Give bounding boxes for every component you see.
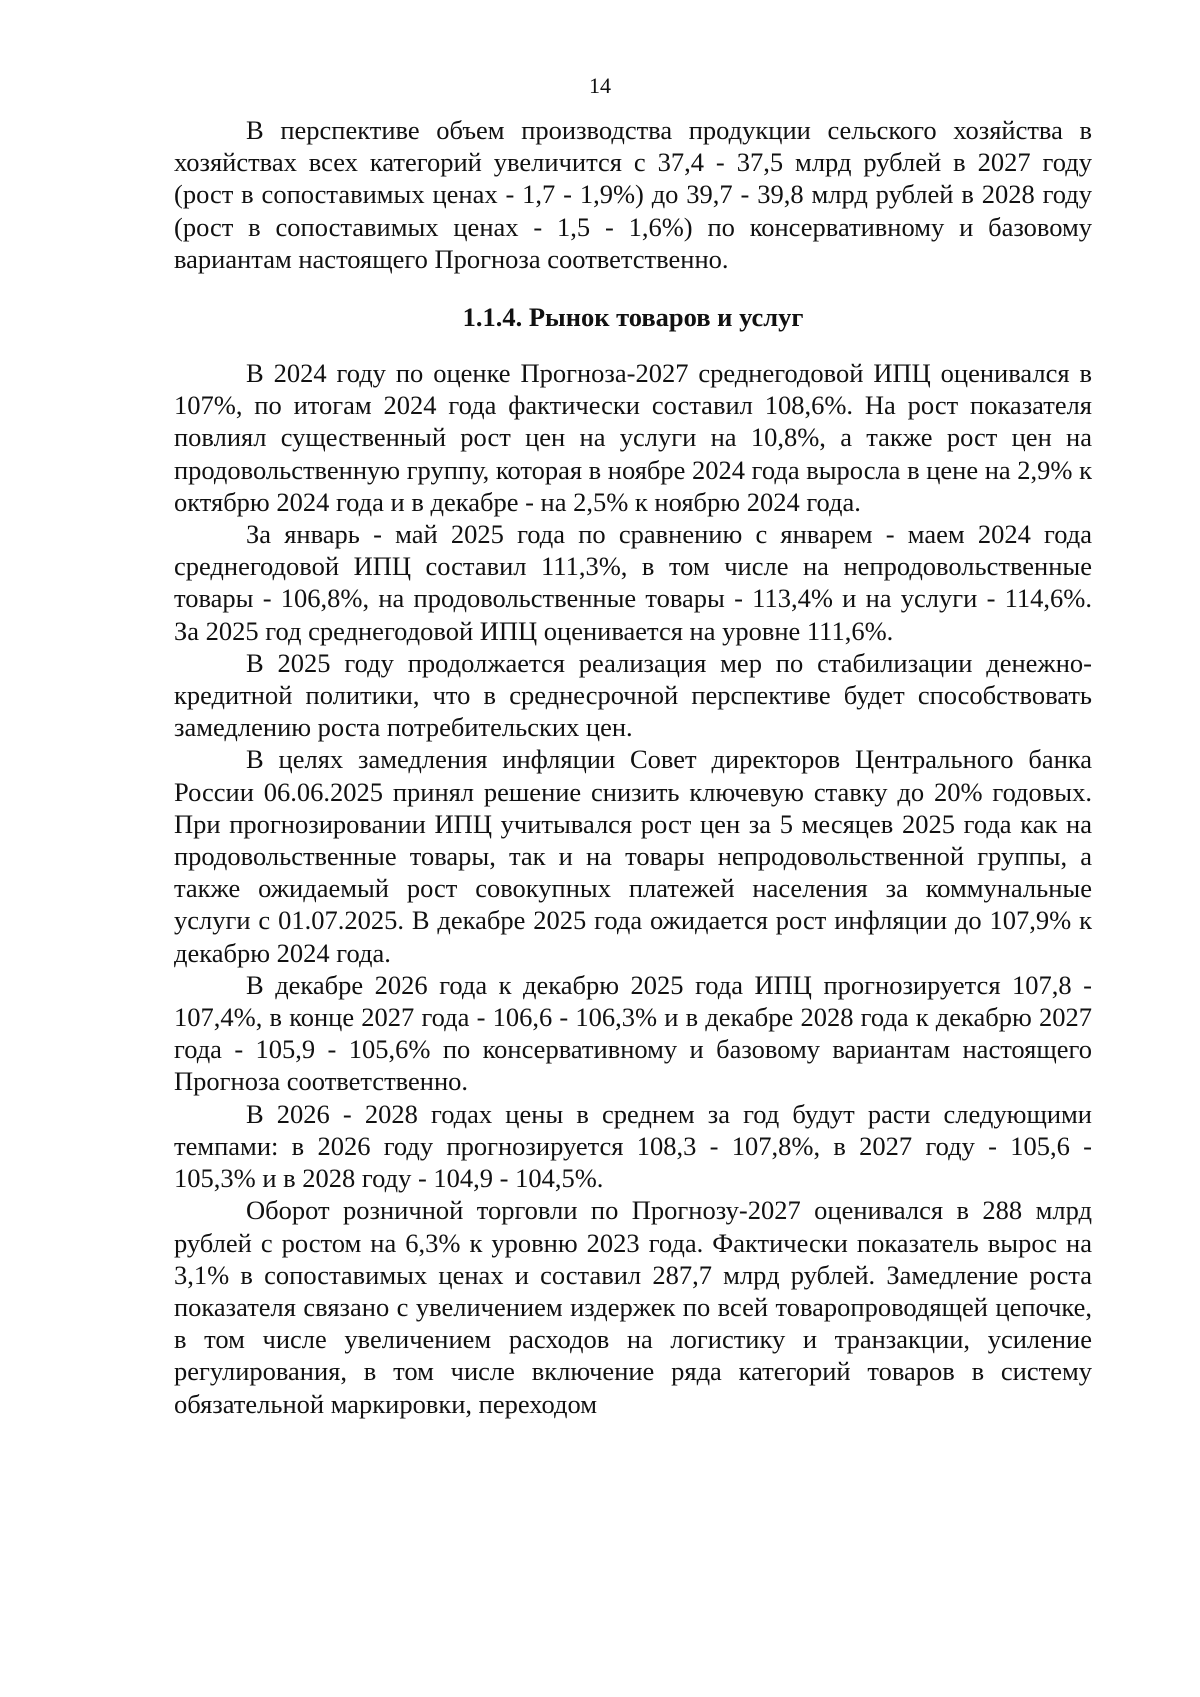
paragraph-key-rate: В целях замедления инфляции Совет директоров Центрального банка России 06.06.2025 принял решение снизить ключевую ставку до 20% годовых. При прогнозировании ИПЦ учитывался рост цен за 5 месяцев 2025 года как на продовольственные товары, так и на товары непродовольственной группы, а также ожидаемый рост совокупных платежей населения за коммунальные услуги с 01.07.2025. В декабре 2025 года ожидается рост инфляции до 107,9% к декабрю 2024 года. [174,744,1092,968]
paragraph-price-growth-2026-2028: В 2026 - 2028 годах цены в среднем за год будут расти следующими темпами: в 2026 году прогнозируется 108,3 - 107,8%, в 2027 году - 105,6 - 105,3% и в 2028 году - 104,9 - 104,5%. [174,1098,1092,1194]
paragraph-agriculture-outlook: В перспективе объем производства продукции сельского хозяйства в хозяйствах всех категорий увеличится с 37,4 - 37,5 млрд рублей в 2027 году (рост в сопоставимых ценах - 1,7 - 1,9%) до 39,7 - 39,8 млрд рублей в 2028 году (рост в сопоставимых ценах - 1,5 - 1,6%) по консервативному и базовому вариантам настоящего Прогноза соответственно. [174,115,1092,274]
page-number: 14 [589,73,611,98]
paragraph-cpi-jan-may-2025: За январь - май 2025 года по сравнению с январем - маем 2024 года среднегодовой ИПЦ составил 111,3%, в том числе на непродовольственные товары - 106,8%, на продовольственные товары - 113,4% и на услуги - 114,6%. За 2025 год среднегодовой ИПЦ оценивается на уровне 111,6%. [174,519,1092,646]
document-body [174,114,1092,1420]
paragraph-retail-turnover: Оборот розничной торговли по Прогнозу-2027 оценивался в 288 млрд рублей с ростом на 6,3% к уровню 2023 года. Фактически показатель вырос на 3,1% в сопоставимых ценах и составил 287,7 млрд рублей. Замедление роста показателя связано с увеличением издержек по всей товаропроводящей цепочке, в том числе увеличением расходов на логистику и транзакции, усиление регулирования, в том числе включение ряда категорий товаров в систему обязательной маркировки, переходом [174,1195,1092,1419]
paragraph-monetary-policy: В 2025 году продолжается реализация мер по стабилизации денежно-кредитной политики, что в среднесрочной перспективе будет способствовать замедлению роста потребительских цен. [174,647,1092,743]
paragraph-cpi-forecast-december: В декабре 2026 года к декабрю 2025 года ИПЦ прогнозируется 107,8 - 107,4%, в конце 2027 года - 106,6 - 106,3% и в декабре 2028 года к декабрю 2027 года - 105,9 - 105,6% по консервативному и базовому вариантам настоящего Прогноза соответственно. [174,969,1092,1097]
section-heading: 1.1.4. Рынок товаров и услуг [462,302,804,333]
paragraph-cpi-2024: В 2024 году по оценке Прогноза-2027 среднегодовой ИПЦ оценивался в 107%, по итогам 2024 года фактически составил 108,6%. На рост показателя повлиял существенный рост цен на услуги на 10,8%, а также рост цен на продовольственную группу, которая в ноябре 2024 года выросла в цене на 2,9% к октябрю 2024 года и в декабре - на 2,5% к ноябрю 2024 года. [174,358,1092,517]
